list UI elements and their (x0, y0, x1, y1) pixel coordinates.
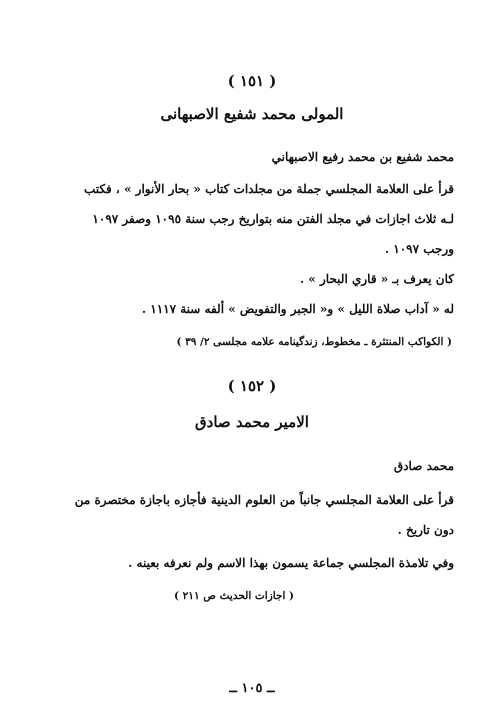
entry-text-line: دون تاريخ . (397, 523, 454, 537)
entry-title: الامير محمد صادق (195, 413, 309, 431)
entry-text-line: قرأ على العلامة المجلسي جملة من مجلدات كتاب « بحار الأنوار » ، فكتب (83, 182, 454, 196)
entry-text-line: ورجب ١٠٩٧ . (384, 242, 454, 256)
entry-text-line: وفي تلامذة المجلسي جماعة يسمون بهذا الاسم ولم نعرفه بعينه . (128, 556, 454, 570)
page-number: ــ ١٠٥ ــ (229, 681, 275, 696)
entry-text-line: محمد شفيع بن محمد رفيع الاصبهاني (271, 150, 454, 164)
entry-text-line: قرأ على العلامة المجلسي جانباً من العلوم الدينية فأجازه باجازة مختصرة من (74, 493, 454, 507)
entry-text-line: كان يعرف بـ « قاري البحار » . (299, 272, 454, 286)
entry-number: ( ١٥١ ) (227, 72, 277, 90)
entry-text-line: لـه ثلاث اجازات في مجلد الفتن منه بتواريخ رجب سنة ١٠٩٥ وصفر ١٠٩٧ (92, 212, 454, 226)
entry-title: المولى محمد شفيع الاصبهانى (160, 105, 344, 123)
entry-reference: ( اجازات الحديث ص ٢١١ ) (174, 590, 294, 602)
entry-text-line: له « آداب صلاة الليل » و« الجبر والتفويض » ألفه سنة ١١١٧ . (141, 302, 454, 316)
entry-text-line: محمد صادق (393, 459, 454, 473)
entry-reference: ( الكواكب المنتثرة ـ مخطوط، زندگينامه علامه مجلسى ٢/ ٣٩ ) (176, 336, 452, 348)
entry-number: ( ١٥٢ ) (227, 377, 277, 395)
